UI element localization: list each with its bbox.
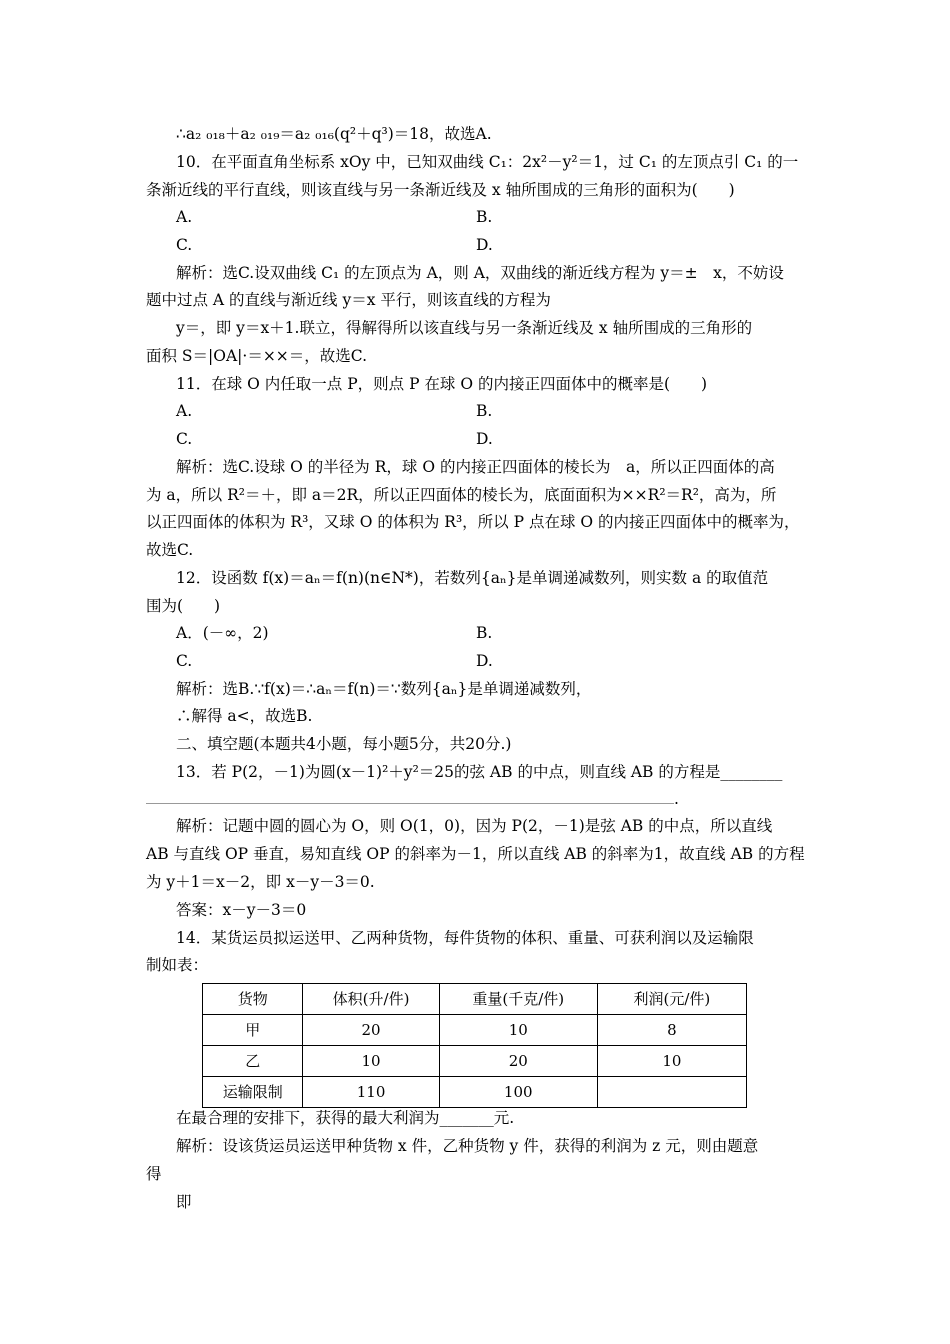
text-line: 得 (146, 1165, 162, 1183)
table-header-row (203, 984, 747, 1015)
text-line: 制如表： (146, 956, 209, 974)
option-b: B. (476, 208, 493, 226)
text-line: ∴解得 a<，故选B. (176, 707, 313, 725)
table-cell: 运输限制 (203, 1077, 303, 1108)
option-d: D. (476, 652, 493, 670)
text-line: 条渐近线的平行直线，则该直线与另一条渐近线及 x 轴所围成的三角形的面积为( ) (146, 181, 735, 199)
cargo-table (202, 983, 747, 1108)
text-line: 10．在平面直角坐标系 xOy 中，已知双曲线 C₁：2x²－y²＝1，过 C₁ 的左顶点引 C₁ 的一 (176, 153, 799, 171)
option-a: A. (176, 208, 193, 226)
table-header-cell: 体积(升/件) (303, 984, 439, 1015)
table-row (203, 1015, 747, 1046)
table-cell: 10 (597, 1046, 746, 1077)
text-line: 解析：选C.设双曲线 C₁ 的左顶点为 A，则 A，双曲线的渐近线方程为 y＝± x，不妨设 (176, 264, 784, 282)
table-cell (597, 1077, 746, 1108)
text-line: 解析：设该货运员运送甲种货物 x 件，乙种货物 y 件，获得的利润为 z 元，则由题意 (176, 1137, 759, 1155)
option-b: B. (476, 624, 493, 642)
table-cell: 8 (597, 1015, 746, 1046)
option-d: D. (476, 236, 493, 254)
text-line: 13．若 P(2，－1)为圆(x－1)²＋y²＝25的弦 AB 的中点，则直线 AB 的方程是________ (176, 763, 783, 781)
option-b: B. (476, 402, 493, 420)
table-cell: 甲 (203, 1015, 303, 1046)
table-header-cell: 货物 (203, 984, 303, 1015)
answer-line: 答案：x－y－3＝0 (176, 901, 307, 919)
text-line: 面积 S＝|OA|·＝××＝，故选C. (146, 347, 368, 365)
text-line: 题中过点 A 的直线与渐近线 y＝x 平行，则该直线的方程为 (146, 291, 551, 309)
answer-blank-end: . (674, 790, 679, 808)
table-cell: 20 (439, 1046, 597, 1077)
text-line: 围为( ) (146, 597, 221, 615)
option-c: C. (176, 652, 193, 670)
text-line: AB 与直线 OP 垂直，易知直线 OP 的斜率为－1，所以直线 AB 的斜率为1，故直线 AB 的方程 (146, 845, 805, 863)
text-line: y＝，即 y＝x＋1.联立，得解得所以该直线与另一条渐近线及 x 轴所围成的三角形的 (176, 319, 753, 337)
text-line: 14．某货运员拟运送甲、乙两种货物，每件货物的体积、重量、可获利润以及运输限 (176, 929, 754, 947)
table-cell: 100 (439, 1077, 597, 1108)
table-header-cell: 利润(元/件) (597, 984, 746, 1015)
table-cell: 10 (439, 1015, 597, 1046)
text-line: 以正四面体的体积为 R³，又球 O 的体积为 R³，所以 P 点在球 O 的内接正四面体中的概率为， (146, 513, 800, 531)
table-row (203, 1046, 747, 1077)
option-a: A．(－∞，2) (176, 624, 269, 642)
text-line: 即 (176, 1193, 192, 1211)
text-line: 解析：选B.∵f(x)＝∴aₙ＝f(n)＝∵数列{aₙ}是单调递减数列， (176, 680, 592, 698)
text-line: 解析：记题中圆的圆心为 O，则 O(1，0)，因为 P(2，－1)是弦 AB 的中点，所以直线 (176, 817, 773, 835)
table-cell: 10 (303, 1046, 439, 1077)
section-heading: 二、填空题(本题共4小题，每小题5分，共20分.) (176, 735, 512, 753)
text-line: 为 y＋1＝x－2，即 x－y－3＝0. (146, 873, 375, 891)
option-d: D. (476, 430, 493, 448)
answer-blank-line (146, 803, 674, 804)
option-c: C. (176, 236, 193, 254)
table-cell: 20 (303, 1015, 439, 1046)
table-row (203, 1077, 747, 1108)
table-header-cell: 重量(千克/件) (439, 984, 597, 1015)
text-line: 故选C. (146, 541, 194, 559)
table-cell: 乙 (203, 1046, 303, 1077)
text-line: 解析：选C.设球 O 的半径为 R，球 O 的内接正四面体的棱长为 a，所以正四面体的高 (176, 458, 775, 476)
option-a: A. (176, 402, 193, 420)
text-line: ∴a₂ ₀₁₈＋a₂ ₀₁₉＝a₂ ₀₁₆(q²＋q³)＝18，故选A. (176, 125, 492, 143)
option-c: C. (176, 430, 193, 448)
text-line: 11．在球 O 内任取一点 P，则点 P 在球 O 的内接正四面体中的概率是( ) (176, 375, 708, 393)
text-line: 在最合理的安排下，获得的最大利润为_______元. (176, 1109, 515, 1127)
text-line: 为 a，所以 R²＝＋，即 a＝2R，所以正四面体的棱长为，底面面积为××R²＝R²，高为，所 (146, 486, 777, 504)
table-cell: 110 (303, 1077, 439, 1108)
text-line: 12．设函数 f(x)＝aₙ＝f(n)(n∈N*)，若数列{aₙ}是单调递减数列，则实数 a 的取值范 (176, 569, 769, 587)
